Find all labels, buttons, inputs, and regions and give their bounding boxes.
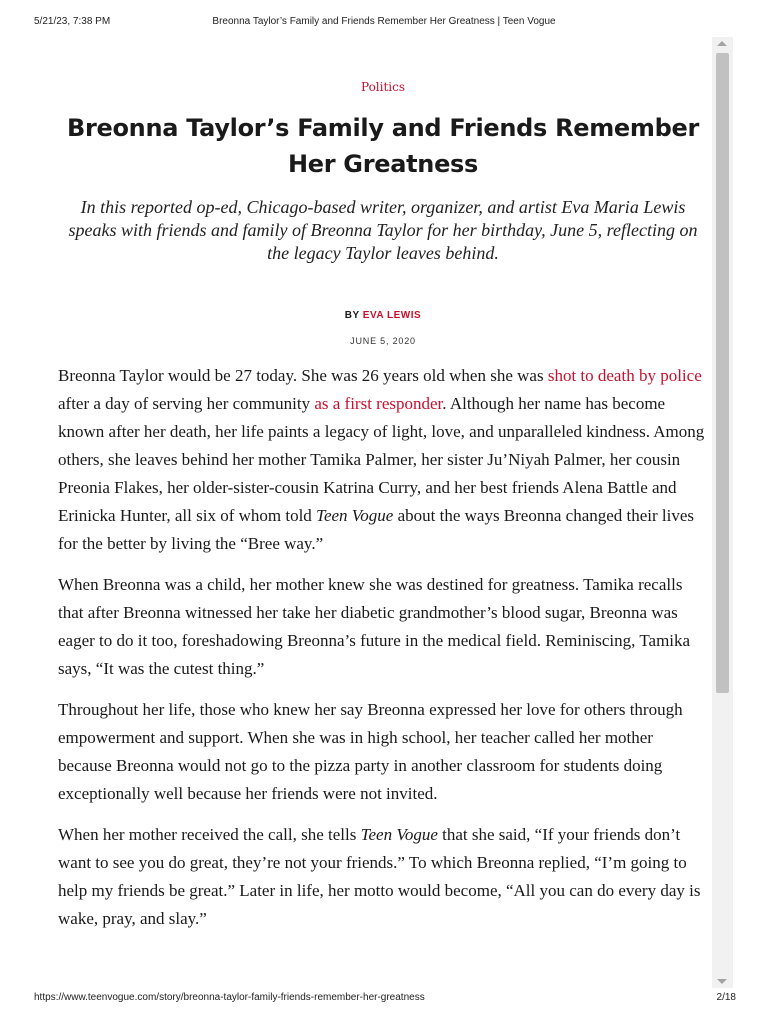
headline-line-1: Breonna Taylor’s Family and Friends Remember bbox=[66, 114, 700, 142]
paragraph-text: When her mother received the call, she tells bbox=[58, 825, 361, 844]
print-date: 5/21/23, 7:38 PM bbox=[34, 16, 111, 27]
print-header bbox=[0, 16, 768, 32]
paragraph-2: When Breonna was a child, her mother knew she was destined for greatness. Tamika recalls that after Breonna witnessed her take her diabetic grandmother’s blood sugar, Breonna was eager to do it too, foreshadowing Breonna’s future in the medical field. Reminiscing, Tamika says, “It was the cutest thing.” bbox=[58, 575, 691, 678]
vertical-scrollbar[interactable] bbox=[712, 37, 733, 988]
paragraph-3: Throughout her life, those who knew her say Breonna expressed her love for others through empowerment and support. When she was in high school, her teacher called her mother because Breonna would not go to the pizza party in another classroom for students doing exceptionally well because her friends were not invited. bbox=[58, 700, 683, 803]
paragraph-text: about the ways Breonna changed their lives for the better by living the “Bree way.” bbox=[58, 506, 695, 553]
paragraph-text: after a day of serving her community bbox=[58, 394, 315, 413]
scrollbar-thumb[interactable] bbox=[716, 53, 729, 693]
paragraph-text: . Although her name has become known after her death, her life paints a legacy of light, love, and unparalleled kindness. Among others, she leaves behind her mother Tamika Palmer, her sister Ju’Niyah Palmer, her cousin Preonia Flakes, her older-sister-cousin Katrina Curry, and her best friends Alena Battle and Erinicka Hunter, all six of whom told bbox=[58, 394, 705, 525]
scroll-down-arrow-icon[interactable] bbox=[717, 979, 727, 984]
print-page-title: Breonna Taylor’s Family and Friends Remember Her Greatness | Teen Vogue bbox=[212, 16, 556, 27]
article-dek: In this reported op-ed, Chicago-based writer, organizer, and artist Eva Maria Lewis speaks with friends and family of Breonna Taylor for her birthday, June 5, reflecting on the legacy Taylor leaves behind. bbox=[68, 197, 698, 263]
print-url: https://www.teenvogue.com/story/breonna-taylor-family-friends-remember-her-greatness bbox=[34, 992, 425, 1003]
publication-name: Teen Vogue bbox=[316, 506, 394, 525]
byline-prefix: BY bbox=[344, 310, 360, 321]
print-footer bbox=[0, 992, 768, 1008]
author-link[interactable]: EVA LEWIS bbox=[362, 310, 422, 321]
scroll-up-arrow-icon[interactable] bbox=[717, 41, 727, 46]
publish-date: JUNE 5, 2020 bbox=[350, 336, 416, 346]
first-responder-link[interactable]: as a first responder bbox=[314, 394, 443, 413]
article-headline bbox=[58, 110, 708, 182]
paragraph-1 bbox=[58, 362, 708, 558]
article bbox=[58, 74, 708, 946]
article-body bbox=[58, 362, 708, 933]
byline bbox=[58, 309, 708, 323]
headline-line-2: Her Greatness bbox=[287, 150, 479, 178]
section-link[interactable]: Politics bbox=[360, 80, 406, 94]
paragraph-text: that she said, “If your friends don’t want to see you do great, they’re not your friends.” To which Breonna replied, “I’m going to help my friends be great.” Later in life, her motto would become, “All you can do every day is wake, pray, and slay.” bbox=[58, 825, 701, 928]
page-number: 2/18 bbox=[716, 992, 736, 1003]
shot-to-death-link[interactable]: shot to death by police bbox=[547, 366, 702, 385]
paragraph-4 bbox=[58, 821, 708, 933]
paragraph-text: Breonna Taylor would be 27 today. She was 26 years old when she was bbox=[58, 366, 548, 385]
publication-name: Teen Vogue bbox=[360, 825, 438, 844]
